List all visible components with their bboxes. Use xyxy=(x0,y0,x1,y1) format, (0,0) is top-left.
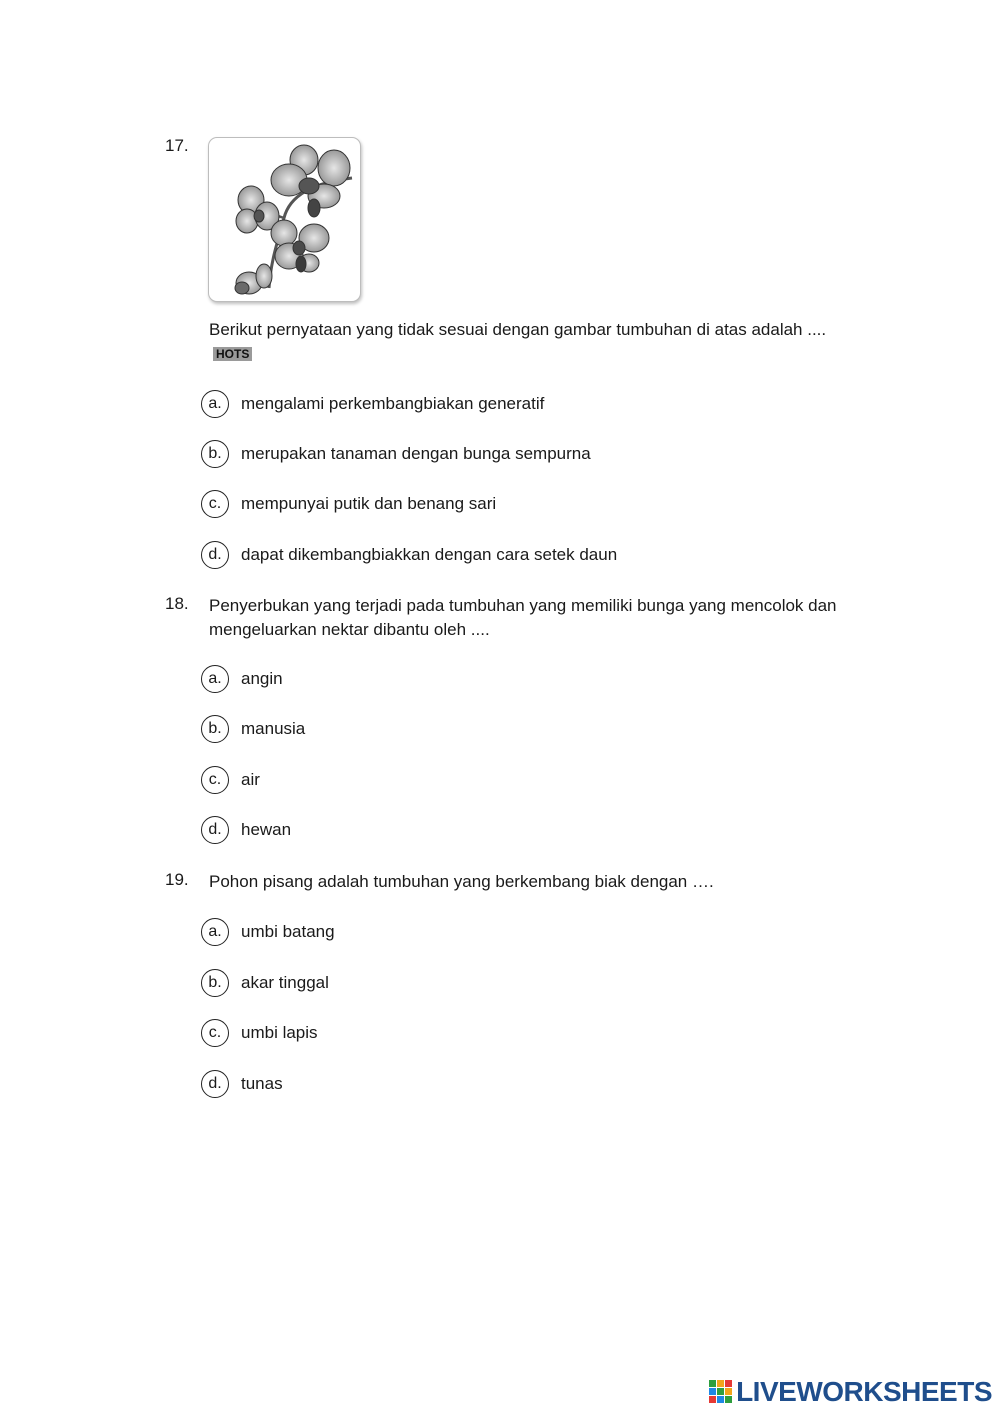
orchid-icon xyxy=(209,138,359,300)
question-18-text: Penyerbukan yang terjadi pada tumbuhan yang memiliki bunga yang mencolok dan mengeluarkan nektar dibantu oleh .... xyxy=(209,596,837,639)
option-letter: c. xyxy=(201,490,229,518)
orchid-image xyxy=(208,137,361,302)
q18-option-b[interactable] xyxy=(201,713,305,745)
q18-option-a[interactable] xyxy=(201,663,283,695)
option-text: hewan xyxy=(241,820,292,839)
option-letter: a. xyxy=(201,665,229,693)
q17-option-b[interactable] xyxy=(201,438,591,470)
q17-option-c[interactable] xyxy=(201,488,496,520)
option-text: mengalami perkembangbiakan generatif xyxy=(241,394,545,413)
q19-option-c[interactable] xyxy=(201,1017,318,1049)
option-letter: c. xyxy=(201,1019,229,1047)
question-17-number: 17. xyxy=(165,136,189,155)
option-text: umbi lapis xyxy=(241,1023,318,1042)
hots-badge: HOTS xyxy=(213,347,252,361)
option-text: tunas xyxy=(241,1074,283,1093)
option-text: akar tinggal xyxy=(241,973,329,992)
question-17-text xyxy=(209,318,869,366)
q17-option-d[interactable] xyxy=(201,539,617,571)
liveworksheets-logo-icon xyxy=(709,1380,733,1404)
option-letter: b. xyxy=(201,969,229,997)
option-letter: d. xyxy=(201,1070,229,1098)
option-letter: b. xyxy=(201,440,229,468)
option-letter: d. xyxy=(201,541,229,569)
option-text: dapat dikembangbiakkan dengan cara setek daun xyxy=(241,545,618,564)
question-18-number: 18. xyxy=(165,594,189,613)
q18-option-d[interactable] xyxy=(201,814,291,846)
question-19-number: 19. xyxy=(165,870,189,889)
brand-text: LIVEWORKSHEETS xyxy=(736,1376,992,1407)
option-text: mempunyai putik dan benang sari xyxy=(241,494,497,513)
q19-option-d[interactable] xyxy=(201,1068,283,1100)
option-text: air xyxy=(241,770,260,789)
q18-option-c[interactable] xyxy=(201,764,260,796)
option-text: merupakan tanaman dengan bunga sempurna xyxy=(241,444,591,463)
option-letter: b. xyxy=(201,715,229,743)
liveworksheets-brand[interactable] xyxy=(709,1377,992,1407)
question-17-prompt: Berikut pernyataan yang tidak sesuai dengan gambar tumbuhan di atas adalah .... xyxy=(209,320,827,339)
q19-option-b[interactable] xyxy=(201,967,329,999)
option-text: umbi batang xyxy=(241,922,335,941)
question-19-text: Pohon pisang adalah tumbuhan yang berkembang biak dengan …. xyxy=(209,872,714,891)
option-text: angin xyxy=(241,669,283,688)
option-letter: d. xyxy=(201,816,229,844)
q19-option-a[interactable] xyxy=(201,916,335,948)
option-text: manusia xyxy=(241,719,306,738)
option-letter: c. xyxy=(201,766,229,794)
q17-option-a[interactable] xyxy=(201,388,544,420)
option-letter: a. xyxy=(201,918,229,946)
option-letter: a. xyxy=(201,390,229,418)
